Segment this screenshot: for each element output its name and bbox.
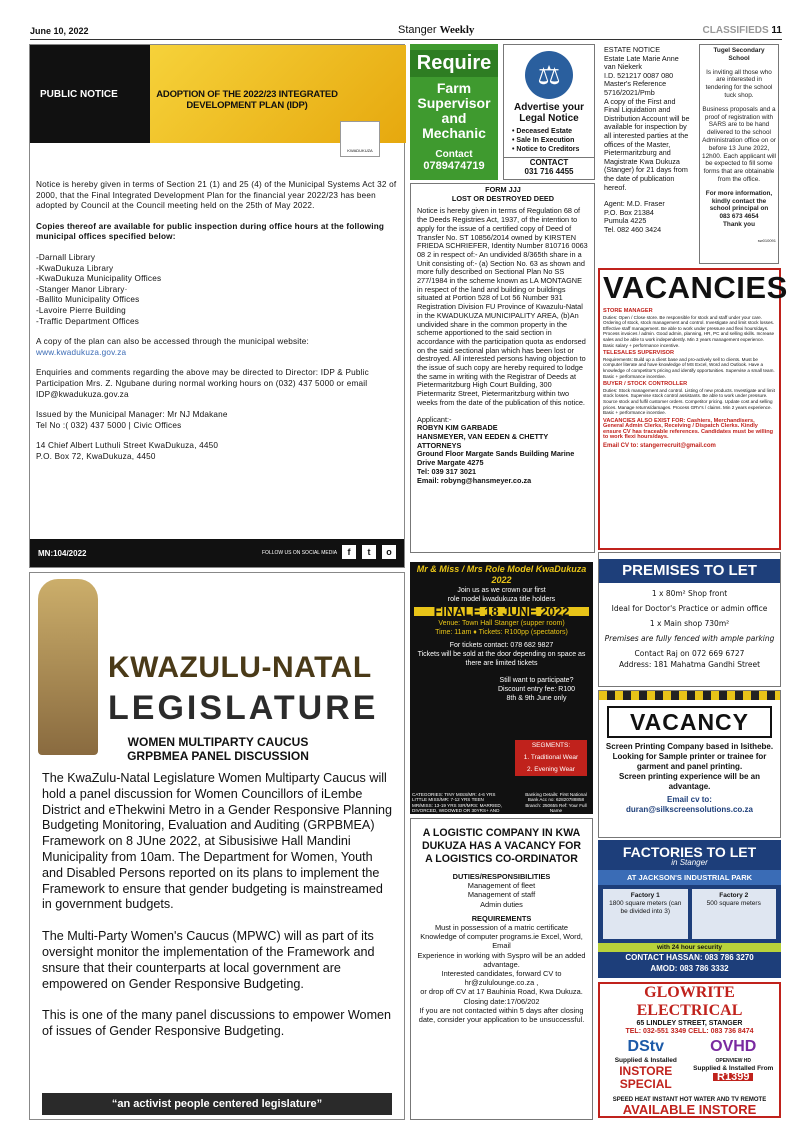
form-jjj-notice: FORM JJJ LOST OR DESTROYED DEED Notice is hereby given in terms of Regulation 68 of the Deeds Registries Act, 1937, of the intention to apply for the issue of a certified copy of Deed of Transfer No. ST 10856/2014 owned by KIRSTEN FRIEDA SCHRIEFER, Identity Number 810716 0063 08 2 in respect of:- An undivided 8/365th share in a Unit consisting of:- (a) Section No. 63 as shown and more fully described on Sectional Plan No SS 277/1984 in the scheme known as LA MONTAGNE in respect of the land and building or buildings situated at Portion 528 of Lot 56 Number 931 Registration Division FU Province of Kwazulu-Natal in the KWADUKUZA MUNICIPALITY AREA, (b)An undivided share in the common property in the scheme apportioned to the said section in accordance with the participation quota as endorsed on the said sectional plan which has been lost or destroyed. All interested persons having objection to the issue of such copy are hereby required to lodge the same in writing with the Registrar of Deeds at Pietermaritzburg High Court Building, 300 Pietermaritz Street, Pietermaritzburg within two weeks from the date of the publication of this notice. Applicant:- ROBYN KIM GARBADE HANSMEYER, VAN EEDEN & CHETTY ATTORNEYS Ground Floor Margate Sands Building Marine Drive Margate 4275 Tel: 039 317 3021 Email: robyng@hansmeyer.co.za (410, 183, 595, 553)
notice-body: Notice is hereby given in terms of Section 21 (1) and 25 (4) of the Municipal Systems Act 32 of 2000, that the Final Integrated Development Plan for the financial year 2022/23 has been adopted by Council at the Council meeting held on the 25th of May 2022. Copies thereof are available for public inspection during office hours at the following municipal offices specified below: -Darnall Library -KwaDukuza Library -KwaDukuza Municipality Offices -Stanger Manor Library· -Ballito Municipality Offices -Lavoire Pierre Building -Traffic Department Offices A copy of the plan can also be accessed through the municipal website: www.kwadukuza.gov.za Enquiries and comments regarding the above may be directed to Director: IDP & Public Participation Mrs. Z. Ngubane during normal working hours on (032) 437 5000 or email IDP@kwadukuza.gov.za Issued by the Municipal Manager: Mr NJ Mdakane Tel No :( 032) 437 5000 | Civic Offices 14 Chief Albert Luthuli Street KwaDukuza, 4450 P.O. Box 72, KwaDukuza, 4450 (36, 180, 397, 461)
gavel-icon: ⚖ (525, 51, 573, 99)
require-farm-ad: Require Farm Supervisor and Mechanic Contact 0789474719 (410, 44, 498, 180)
legislature-tagline: “an activist people centered legislature” (42, 1093, 392, 1115)
masthead: Stanger Weekly (398, 24, 475, 36)
glowrite-electrical-ad: GLOWRITE ELECTRICAL 65 LINDLEY STREET, STANGER TEL: 032-551 3349 CELL: 083 736 8474 DStv Supplied & Installed INSTORE SPECIAL OVHD OPENVIEW HD Supplied & Installed From R1399 SPEED HEAT INSTANT HOT WATER AND TV REMOTE AVAILABLE INSTORE (598, 982, 781, 1118)
municipal-website-link[interactable]: www.kwadukuza.gov.za (36, 347, 127, 357)
follow-label: FOLLOW US ON SOCIAL MEDIA (262, 550, 338, 556)
advertise-legal-notice-ad: ⚖ Advertise your Legal Notice • Deceased Estate • Sale In Execution • Notice to Creditors CONTACT 031 716 4455 (503, 44, 595, 180)
notice-label: PUBLIC NOTICE (40, 89, 118, 100)
factories-to-let-ad: FACTORIES TO LET in Stanger AT JACKSON'S INDUSTRIAL PARK Factory 1 1800 square meters (can be divided into 3) Factory 2 500 square meters with 24 hour security CONTACT HASSAN: 083 786 3270 AMOD: 083 786 3332 (598, 840, 781, 978)
legislature-ad: KWAZULU-NATAL LEGISLATURE WOMEN MULTIPARTY CAUCUS GRPBMEA PANEL DISCUSSION The KwaZulu-Natal Legislature Women Multiparty Caucus will hold a panel discussion for Women Councillors of iLembe District and eThekwini Metro in a Gender Responsive Planning Budgeting Monitoring, Evaluation and Auditing (GRPBMEA) Framework on 8 JUne 2022, at Sibusisiwe Hall Mandini Municipality from 10am. The Department for Women, Youth and Disabled Persons reported on its plans to implement the Framework to ensure that gender budgeting is mainstreamed in government budgets. The Multi-Party Women's Caucus (MPWC) will as part of its oversight monitor the implementation of the Framework and snsure that their counterparts at local government are empowered on Gender Responsive Budgeting. This is one of the many panel discussions to empower Women of issues of Gender Responsive Budgeting. “an activist people centered legislature” (29, 572, 405, 1120)
ovhd-logo: OVHD (710, 1038, 757, 1055)
tugel-school-notice: Tugel Secondary School Is inviting all those who are interested in tendering for the school tuck shop. Business proposals and a proof of registration with SARS are to be hand delivered to the school Administration office on or before 13 June 2022, 12h00. Each applicant will be expected to fill some forms that are obtainable from the office. For more information, kindly contact the school principal on 083 673 4654 Thank you sw010091 (699, 44, 779, 264)
vacancies-ad: VACANCIES STORE MANAGER Duties: Open / Close store. Be responsible for stock and staff under your care. Ordering of stock, stock management and control. Investigate and limit stock losses. Effective staff management. Be able to work under pressure and flexi hours/days. Process invoices / admin. Good admin, planning, HR, PC and selling skills. Increase sales and be able to work independently. Min 3 years management experience. Basic salary + performance incentive. TELESALES SUPERVISOR Requirements: Build up a client base and pro-actively sell to clients. Must be computer literate and have knowledge of MS Excel, Word and Outlook. Have a knowledge of competitor's pricing and identify opportunities. Supervise a small team. Basic + performance incentive. BUYER / STOCK CONTROLLER Duties: Stock management and control. Listing of new products. Investigate and limit stock losses. Supervise stock control assistants. Be able to work under pressure. Source stock and fulfil customer orders. Competitor pricing. Update cost and selling prices. Manage returns/damages. Process GRV's / claims. Min 2 years experience. Basic + performance incentive. VACANCIES ALSO EXIST FOR: Cashiers, Merchandisers, General Admin Clerks, Receiving / Dispatch Clerks. Kindly ensure CV has traceable references. Candidates must be willing to work flexi hours/days. Email CV to: stangerrecruit@gmail.com (598, 268, 781, 550)
premises-to-let-ad: PREMISES TO LET 1 x 80m² Shop front Ideal for Doctor's Practice or admin office 1 x Main shop 730m² Premises are fully fenced with ample parking Contact Raj on 072 669 6727 Address: 181 Mahatma Gandhi Street (598, 552, 781, 687)
public-notice-ad (29, 44, 405, 568)
notice-footer (30, 539, 404, 567)
facebook-icon[interactable]: f (342, 545, 356, 559)
mace-image (38, 579, 98, 755)
role-model-pageant-ad: Mr & Miss / Mrs Role Model KwaDukuza 2022 Join us as we crown our first role model kwadukuza title holders FINALE 18 JUNE 2022 Venue: Town Hall Stanger (supper room) Time: 11am ♦ Tickets: R100pp (spectators) For tickets contact: 078 682 9827 Tickets will be sold at the door depending on space as there are limited tickets Still want to participate? Discount entry fee: R100 8th & 9th June only SEGMENTS: 1. Traditional Wear 2. Evening Wear CATEGORIES: TINY MISS/MR: 4-6 YRS LITTLE MISS/MR: 7-12 YRS TEEN MR/MISS: 13-19 YRS SIR/MRS: MARRIED, DIVORCED, WIDOWED OR 30YRS+ AND SINGLE Banking Details: First National Bank Acc no: 62820788858 Branch: 250655 Ref: Your Full Name (410, 562, 593, 814)
dstv-logo: DStv (627, 1038, 664, 1055)
estate-notice: ESTATE NOTICE Estate Late Marie Anne van Niekerk I.D. 521217 0087 080 Master's Reference 5716/2021/Pmb A copy of the First and Final Liquidation and Distribution Account will be available for inspection by all interested parties at the offices of the Master, Pietermaritzburg and Magistrate Kwa Dukuza (Stanger) for 21 days from the date of publication hereof. Agent: M.D. Fraser P.O. Box 21384 Pumula 4225 Tel. 082 460 3424 (604, 45, 690, 234)
vacancy-screen-printing-ad: VACANCY Screen Printing Company based in Isithebe. Looking for Sample printer or trainee for garment and panel printing. Screen printing experience will be an advantage. Email cv to: duran@silkscreensolutions.co.za (598, 690, 781, 838)
page-date: June 10, 2022 (30, 26, 89, 36)
municipality-logo: KWADUKUZA (340, 121, 380, 157)
notice-title: ADOPTION OF THE 2022/23 INTEGRATED DEVELOPMENT PLAN (IDP) (156, 89, 338, 111)
logistics-coordinator-ad: A LOGISTIC COMPANY IN KWA DUKUZA HAS A VACANCY FOR A LOGISTICS CO-ORDINATOR DUTIES/RESPONSIBILITIES Management of fleet Management of staff Admin duties REQUIREMENTS Must in possession of a matric certificate Knowledge of computer programs.ie Excel, Word, Email Experience in working with Syspro will be an added advantage. Interested candidates, forward CV to hr@zululounge.co.za , or drop off CV at 17 Bauhinia Road, Kwa Dukuza. Closing date:17/06/202 If you are not contacted within 5 days after closing date, consider your application to be unsuccessful. (410, 818, 593, 1120)
instagram-icon[interactable]: o (382, 545, 396, 559)
notice-reference: MN:104/2022 (38, 549, 87, 558)
vacancies-title: VACANCIES (603, 270, 788, 305)
twitter-icon[interactable]: t (362, 545, 376, 559)
page-header (30, 24, 782, 40)
section-label: CLASSIFIEDS 11 (702, 25, 782, 36)
